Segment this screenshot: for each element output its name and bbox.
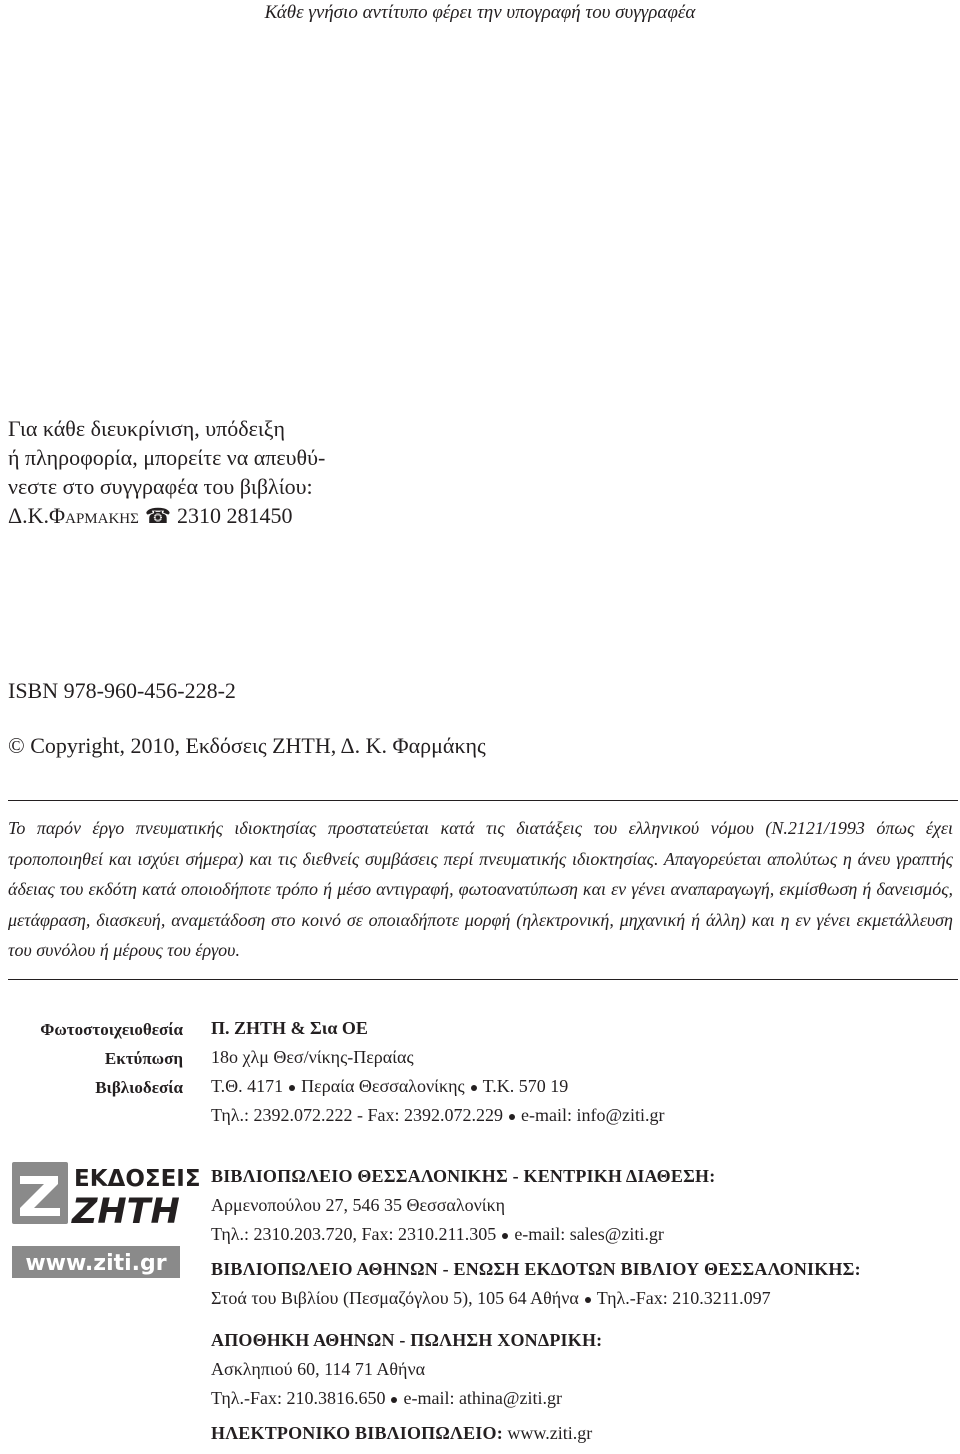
production-roles (0, 1015, 183, 1102)
store-phone: Τηλ.-Fax: 210.3816.650 (211, 1388, 386, 1408)
author-phone: 2310 281450 (177, 503, 293, 528)
printer-info (211, 1014, 665, 1130)
author-contact (8, 414, 325, 531)
printer-area: Περαία Θεσσαλονίκης (301, 1076, 465, 1096)
ziti-logo-graphic (12, 1162, 201, 1282)
author-phone-line (8, 501, 325, 531)
store-contact-line (211, 1384, 861, 1413)
bullet-icon (585, 1297, 591, 1303)
printer-contact-line (211, 1101, 665, 1130)
store-ebookstore (211, 1419, 861, 1448)
store-address: Αρμενοπούλου 27, 546 35 Θεσσαλονίκη (211, 1195, 506, 1215)
printer-postal-code: Τ.Κ. 570 19 (482, 1076, 569, 1096)
printer-address: 18ο χλμ Θεσ/νίκης-Περαίας (211, 1047, 414, 1067)
logo-text-ziti: ΖΗΤΗ (72, 1192, 180, 1232)
copyright (8, 733, 486, 759)
role-typesetting: Φωτοστοιχειοθεσία (40, 1020, 183, 1039)
store-email: e-mail: athina@ziti.gr (403, 1388, 562, 1408)
stores-list (211, 1162, 861, 1454)
store-contact-line (211, 1284, 861, 1313)
role-binding: Βιβλιοδεσία (95, 1078, 183, 1097)
isbn: ISBN 978-960-456-228-2 (8, 678, 236, 703)
printer-po-box: Τ.Θ. 4171 (211, 1076, 284, 1096)
bullet-icon (391, 1397, 397, 1403)
store-address: Ασκληπιού 60, 114 71 Αθήνα (211, 1359, 426, 1379)
author-name: Δ.Κ.Φαρμακης (8, 503, 139, 528)
role-printing: Εκτύπωση (104, 1049, 183, 1068)
divider-top (8, 800, 958, 801)
store-email: e-mail: sales@ziti.gr (514, 1224, 664, 1244)
store-phone: Τηλ.-Fax: 210.3211.097 (596, 1288, 771, 1308)
store-contact-line (211, 1220, 861, 1249)
printer-postal-line (211, 1072, 665, 1101)
store-thessaloniki (211, 1162, 861, 1249)
store-address: Στοά του Βιβλίου (Πεσμαζόγλου 5), 105 64 Αθήνα (211, 1288, 579, 1308)
store-heading: ΒΙΒΛΙΟΠΩΛΕΙΟ ΘΕΣΣΑΛΟΝΙΚΗΣ - ΚΕΝΤΡΙΚΗ ΔΙΑΘΕΣΗ: (211, 1166, 716, 1186)
store-url: www.ziti.gr (507, 1423, 593, 1443)
printer-phone: Τηλ.: 2392.072.222 - Fax: 2392.072.229 (211, 1105, 503, 1125)
store-phone: Τηλ.: 2310.203.720, Fax: 2310.211.305 (211, 1224, 497, 1244)
bullet-icon (471, 1085, 477, 1091)
copyright-icon: © (8, 733, 25, 758)
store-heading: ΑΠΟΘΗΚΗ ΑΘΗΝΩΝ - ΠΩΛΗΣΗ ΧΟΝΔΡΙΚΗ: (211, 1330, 603, 1350)
bullet-icon (289, 1085, 295, 1091)
store-athens-warehouse (211, 1326, 861, 1413)
logo-text-publications: ΕΚΔΟΣΕΙΣ (74, 1166, 201, 1192)
legal-notice: Το παρόν έργο πνευματικής ιδιοκτησίας προστατεύεται κατά τις διατάξεις του ελληνικού νόμου (Ν.2121/1993 όπως έχει τροποποιηθεί και ισχύει σήμερα) και τις διεθνείς συμβάσεις περί πνευματικής ιδιοκτησίας. Απαγορεύεται απολύτως η άνευ γραπτής άδειας του εκδότη κατά οποιοδήποτε τρόπο ή μέσο αντιγραφή, φωτοανατύπωση και εν γένει αναπαραγωγή, εκμίσθωση ή δανεισμός, μετάφραση, διασκευή, αναμετάδοση στο κοινό σε οποιαδήποτε μορφή (ηλεκτρονική, μηχανική ή άλλη) και η εν γένει εκμετάλλευση του συνόλου ή μέρους του έργου. (8, 818, 953, 960)
store-athens-union (211, 1255, 861, 1313)
signature-note: Κάθε γνήσιο αντίτυπο φέρει την υπογραφή του συγγραφέα (264, 2, 696, 23)
logo-url: www.ziti.gr (25, 1251, 167, 1276)
divider-bottom (8, 979, 958, 980)
copyright-text: Copyright, 2010, Εκδόσεις ΖΗΤΗ, Δ. Κ. Φαρμάκης (30, 733, 486, 758)
store-heading: ΗΛΕΚΤΡΟΝΙΚΟ ΒΙΒΛΙΟΠΩΛΕΙΟ: (211, 1423, 503, 1443)
store-heading: ΒΙΒΛΙΟΠΩΛΕΙΟ ΑΘΗΝΩΝ - ΕΝΩΣΗ ΕΚΔΟΤΩΝ ΒΙΒΛΙΟΥ ΘΕΣΣΑΛΟΝΙΚΗΣ: (211, 1259, 861, 1279)
contact-line-2: ή πληροφορία, μπορείτε να απευθύ- (8, 445, 326, 470)
contact-line-3: νεστε στο συγγραφέα του βιβλίου: (8, 474, 313, 499)
telephone-icon: ☎ (144, 504, 172, 528)
printer-email: e-mail: info@ziti.gr (520, 1105, 665, 1125)
ziti-logo (12, 1162, 201, 1282)
contact-line-1: Για κάθε διευκρίνιση, υπόδειξη (8, 416, 286, 441)
bullet-icon (509, 1114, 515, 1120)
printer-name: Π. ΖΗΤΗ & Σια ΟΕ (211, 1018, 368, 1038)
bullet-icon (502, 1233, 508, 1239)
